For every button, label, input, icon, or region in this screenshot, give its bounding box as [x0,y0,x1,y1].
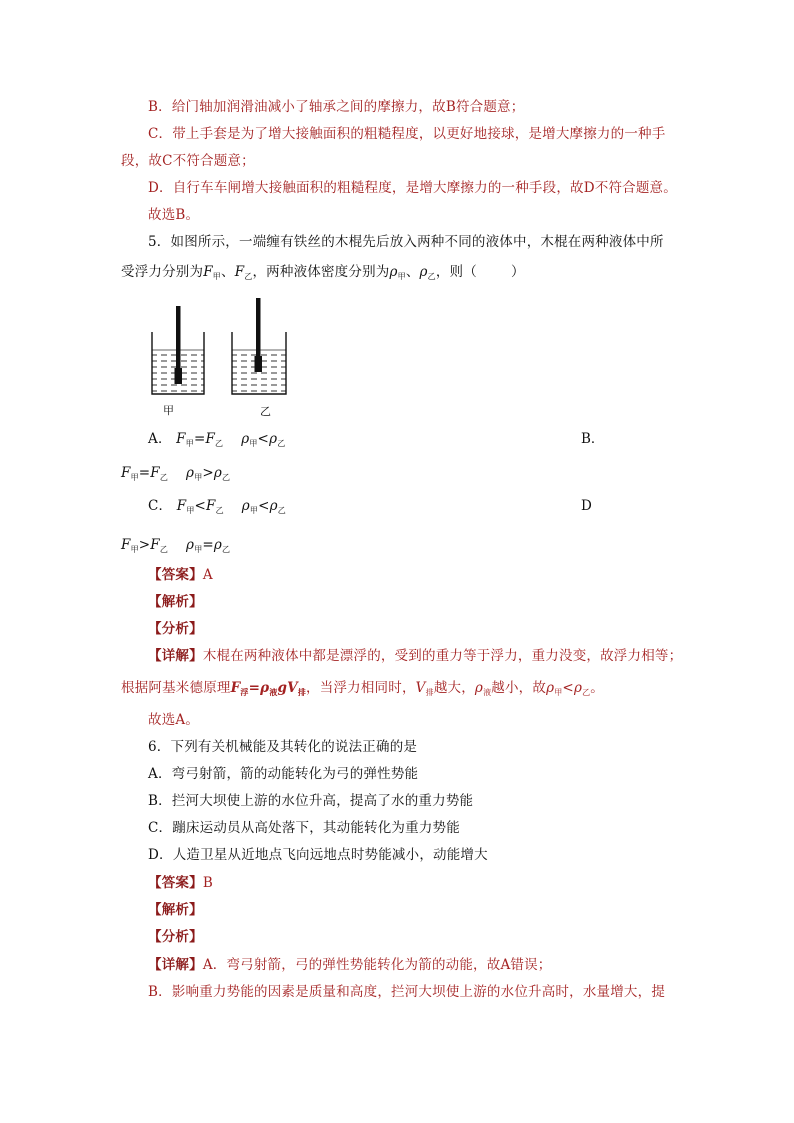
text-line: C．带上手套是为了增大接触面积的粗糙程度，以更好地接球，是增大摩擦力的一种手 [148,126,666,142]
question-6-option-d[interactable]: D．人造卫星从近地点飞向远地点时势能减小，动能增大 [148,847,488,863]
question-6-option-c[interactable]: C．蹦床运动员从高处落下，其动能转化为重力势能 [148,820,460,836]
question-5-stem-cont: 受浮力分别为$F_甲$、$F_乙$，两种液体密度分别为$\rho_甲$、$\rho_乙$，则（ ） [121,264,525,281]
analysis-5: 【解析】 [148,594,203,610]
question-6-option-a[interactable]: A．弯弓射箭，箭的动能转化为弓的弹性势能 [148,766,419,782]
text-line: 故选B。 [148,207,200,223]
question-5-stem: 5．如图所示，一端缠有铁丝的木棍先后放入两种不同的液体中，木棍在两种液体中所 [148,234,664,250]
math-rho-yi: $\rho_乙$ [419,264,436,281]
detail-5: 【详解】木棍在两种液体中都是漂浮的，受到的重力等于浮力，重力没变，故浮力相等； [148,648,683,664]
math-archimedes: $F_浮=\rho_液gV_排$ [230,680,307,697]
question-6-option-b[interactable]: B．拦河大坝使上游的水位升高，提高了水的重力势能 [148,793,474,809]
math-rho-jia: $\rho_甲$ [389,264,406,281]
text-line: B．给门轴加润滑油减小了轴承之间的摩擦力，故B符合题意； [148,99,525,115]
beaker-figure [140,298,310,420]
label-jia: 甲 [163,404,174,417]
fenxi-6: 【分析】 [148,929,203,945]
wire-yi [255,356,263,372]
analysis-6: 【解析】 [148,902,203,918]
option-d[interactable]: $F_甲>F_乙$ $\rho_甲=\rho_乙$ [121,537,231,554]
math-F-jia: $F_甲$ [203,264,221,281]
option-c[interactable]: C． $F_甲<F_乙$ $\rho_甲<\rho_乙$ [148,498,286,515]
option-b[interactable]: $F_甲=F_乙$ $\rho_甲>\rho_乙$ [121,465,231,482]
choose-5: 故选A。 [148,712,200,728]
text-line: D．自行车车闸增大接触面积的粗糙程度，是增大摩擦力的一种手段，故D不符合题意。 [148,180,677,196]
rod-jia [176,306,181,378]
answer-5: 【答案】A [148,567,213,583]
option-d-label[interactable]: D [581,498,592,514]
option-b-label[interactable]: B． [581,431,605,447]
fenxi-5: 【分析】 [148,621,203,637]
detail-5-cont: 根据阿基米德原理$F_浮=\rho_液gV_排$，当浮力相同时，$V_排$越大，$\rho_液$越小，故$\rho_甲<\rho_乙$。 [121,680,604,697]
text-line: 段，故C不符合题意； [121,153,255,169]
option-a[interactable]: A． $F_甲=F_乙$ $\rho_甲<\rho_乙$ [148,431,286,448]
detail-6: 【详解】A．弯弓射箭，弓的弹性势能转化为箭的动能，故A错误； [148,957,552,973]
question-6-stem: 6．下列有关机械能及其转化的说法正确的是 [148,739,418,755]
wire-jia [175,368,183,384]
label-yi: 乙 [260,405,271,418]
answer-6: 【答案】B [148,875,213,891]
math-F-yi: $F_乙$ [234,264,253,281]
rod-yi [256,298,261,366]
detail-6-cont: B．影响重力势能的因素是质量和高度，拦河大坝使上游的水位升高时，水量增大，提 [148,984,666,1000]
